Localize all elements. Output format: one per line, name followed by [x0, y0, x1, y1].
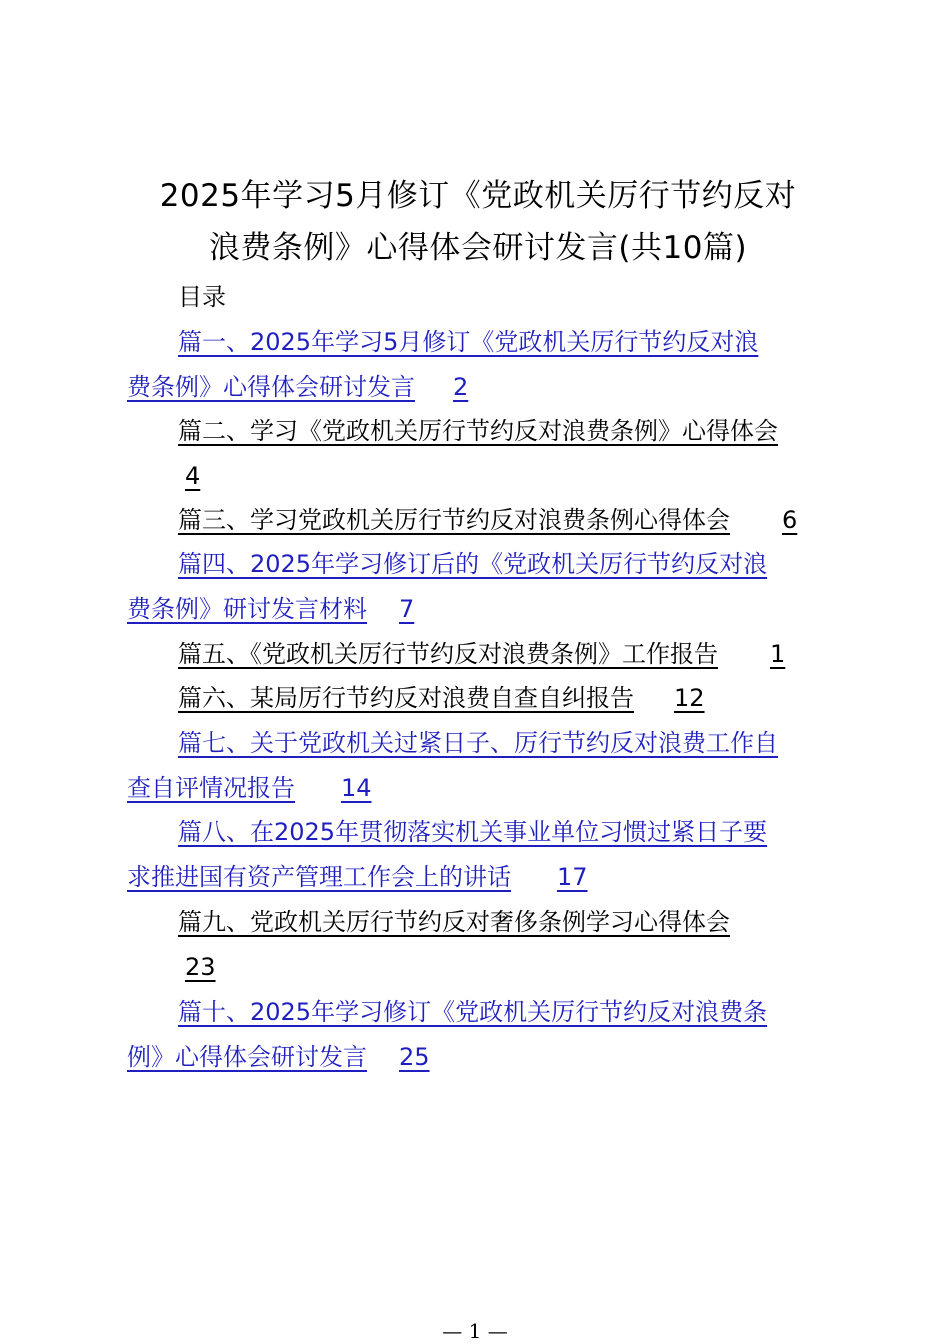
toc-entry-2-line2[interactable]: [127, 454, 200, 499]
toc-entry-7-line2[interactable]: 查自评情况报告 14: [127, 774, 372, 802]
toc-entry-4-line1[interactable]: 篇四、2025年学习修订后的《党政机关厉行节约反对浪: [178, 550, 768, 578]
toc-entry-10-line1[interactable]: 篇十、2025年学习修订《党政机关厉行节约反对浪费条: [178, 998, 768, 1026]
toc-entry-4-page: 7: [399, 595, 415, 623]
toc-entry-6-page: 12: [674, 684, 705, 712]
toc-entry-2-line1[interactable]: 篇二、学习《党政机关厉行节约反对浪费条例》心得体会: [178, 417, 778, 445]
toc-entry-5-line1[interactable]: 篇五、《党政机关厉行节约反对浪费条例》工作报告 1: [178, 640, 786, 668]
toc-entry-1-line2[interactable]: 费条例》心得体会研讨发言 2: [127, 373, 469, 401]
toc-entry-10-page: 25: [399, 1043, 430, 1071]
toc-entry-8-line2[interactable]: 求推进国有资产管理工作会上的讲话 17: [127, 863, 588, 891]
toc-entry-3-line1[interactable]: 篇三、学习党政机关厉行节约反对浪费条例心得体会 6: [178, 506, 798, 534]
toc-entry-2-page: 4: [185, 462, 201, 490]
document-title-line2: 浪费条例》心得体会研讨发言(共10篇): [208, 230, 748, 266]
toc-entry-7-line1[interactable]: 篇七、关于党政机关过紧日子、厉行节约反对浪费工作自: [178, 729, 778, 757]
toc-entry-1-line1[interactable]: 篇一、2025年学习5月修订《党政机关厉行节约反对浪: [178, 328, 759, 356]
page-number-footer: — 1 —: [442, 1319, 508, 1343]
toc-entry-7-page: 14: [341, 774, 372, 802]
toc-entry-9-line1[interactable]: 篇九、党政机关厉行节约反对奢侈条例学习心得体会: [178, 908, 730, 936]
toc-heading: 目录: [178, 283, 226, 311]
toc-entry-1-page: 2: [453, 373, 469, 401]
toc-entry-9-page: 23: [185, 953, 216, 981]
toc-entry-9-line2[interactable]: [127, 945, 216, 990]
toc-entry-8-page: 17: [557, 863, 588, 891]
toc-entry-4-line2[interactable]: 费条例》研讨发言材料 7: [127, 595, 415, 623]
toc-entry-8-line1[interactable]: 篇八、在2025年贯彻落实机关事业单位习惯过紧日子要: [178, 818, 768, 846]
document-title-line1: 2025年学习5月修订《党政机关厉行节约反对: [159, 178, 797, 214]
toc-entry-5-page: 1: [770, 640, 786, 668]
toc-entry-10-line2[interactable]: 例》心得体会研讨发言 25: [127, 1043, 430, 1071]
toc-entry-6-line1[interactable]: 篇六、某局厉行节约反对浪费自查自纠报告 12: [178, 684, 705, 712]
toc-entry-3-page: 6: [782, 506, 798, 534]
